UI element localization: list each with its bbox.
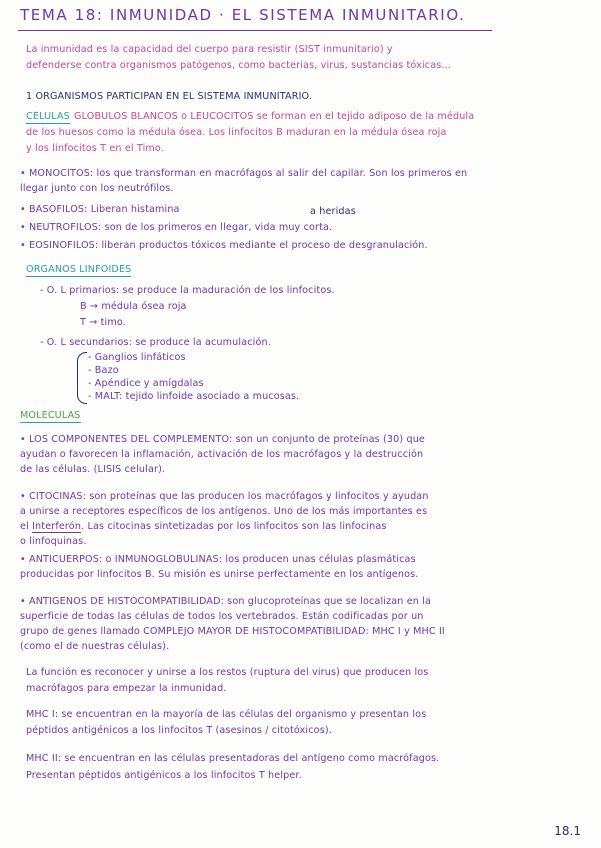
complemento-line-3: de las células. (LISIS celular). [20,464,166,475]
interferon-highlight: Interferón [32,521,82,532]
primarios-line: - O. L primarios: se produce la maduración de los linfocitos. [40,285,335,296]
anticuerpos-line-2: producidas por linfocitos B. Su misión es unirse perfectamente en los antígenos. [20,569,419,580]
b-medula-line: B → médula ósea roja [80,301,187,312]
monocitos-line-2: llegar junto con los neutrófilos. [20,183,174,194]
funcion-line-2: macrófagos para empezar la inmunidad. [26,683,227,694]
organos-heading: ÓRGANOS LINFOIDES [26,264,132,275]
list-brace [77,352,87,404]
t-timo-line: T → timo. [80,317,126,328]
celulas-line-2: de los huesos como la médula ósea. Los linfocitos B maduran en la médula ósea roja [26,127,447,138]
mhc2-line-1: MHC II: se encuentran en las células presentadoras del antígeno como macrófagos. [26,753,440,764]
celulas-line-3: y los linfocitos T en el Timo. [26,143,164,154]
page-title: TEMA 18: INMUNIDAD · EL SISTEMA INMUNITARIO. [20,6,466,24]
secundarios-line: - O. L secundarios: se produce la acumulación. [40,337,271,348]
histocompat-line-3: grupo de genes llamado COMPLEJO MAYOR DE HISTOCOMPATIBILIDAD: MHC I y MHC II [20,626,445,637]
moleculas-heading: MOLÉCULAS [20,410,81,421]
organos-item-bazo: - Bazo [88,365,119,376]
eosinofilos-line: • EOSINÓFILOS: liberan productos tóxicos mediante el proceso de desgranulación. [20,240,428,251]
organos-item-apendice: - Apéndice y amígdalas [88,378,204,389]
intro-line-2: defenderse contra organismos patógenos, como bacterias, virus, sustancias tóxicas... [26,60,451,71]
intro-line-1: La inmunidad es la capacidad del cuerpo para resistir (SIST inmunitario) y [26,44,393,55]
mhc1-line-2: péptidos antigénicos a los linfocitos T (asesinos / citotóxicos). [26,725,332,736]
funcion-line-1: La función es reconocer y unirse a los restos (ruptura del virus) que producen los [26,667,429,678]
citocinas-line-4: o linfoquinas. [20,536,87,547]
organos-item-ganglios: - Ganglios linfáticos [88,352,186,363]
celulas-label: CÉLULAS [26,111,70,122]
histocompat-line-2: superficie de todas las células de todos los vertebrados. Están codificadas por un [20,611,424,622]
organos-item-malt: - MALT: tejido linfoide asociado a mucosas. [88,391,300,402]
complemento-line-2: ayudan o favorecen la inflamación, activación de los macrófagos y la destrucción [20,449,424,460]
a-heridas-note: a heridas [310,206,356,217]
mhc2-line-2: Presentan péptidos antigénicos a los linfocitos T helper. [26,770,302,781]
histocompat-line-1: • ANTÍGENOS DE HISTOCOMPATIBILIDAD: son glucoproteínas que se localizan en la [20,596,432,607]
mhc1-line-1: MHC I: se encuentran en la mayoría de las células del organismo y presentan los [26,709,427,720]
neutrofilos-line: • NEUTRÓFILOS: son de los primeros en llegar, vida muy corta. [20,222,333,233]
monocitos-line-1: • MONOCITOS: los que transforman en macrófagos al salir del capilar. Son los primeros en [20,168,468,179]
citocinas-line-1: • CITOCINAS: son proteínas que las producen los macrófagos y linfocitos y ayudan [20,491,429,502]
citocinas-line-3: el Interferón. Las citocinas sintetizadas por los linfocitos son las linfocinas [20,521,387,532]
page-number: 18.1 [554,824,581,838]
citocinas-line-2: a unirse a receptores específicos de los antígenos. Uno de los más importantes es [20,506,428,517]
histocompat-line-4: (como el de nuestras células). [20,641,170,652]
basofilos-line: • BASÓFILOS: Liberan histamina [20,204,180,215]
title-underline [18,30,492,31]
section1-heading: 1 ORGANISMOS PARTICIPAN EN EL SISTEMA INMUNITARIO. [26,91,313,102]
complemento-line-1: • LOS COMPONENTES DEL COMPLEMENTO: son un conjunto de proteínas (30) que [20,434,425,445]
celulas-line-1: GLÓBULOS BLANCOS o LEUCOCITOS se forman en el tejido adiposo de la médula [74,111,475,122]
anticuerpos-line-1: • ANTICUERPOS: o INMUNOGLOBULINAS: los producen unas células plasmáticas [20,554,416,565]
